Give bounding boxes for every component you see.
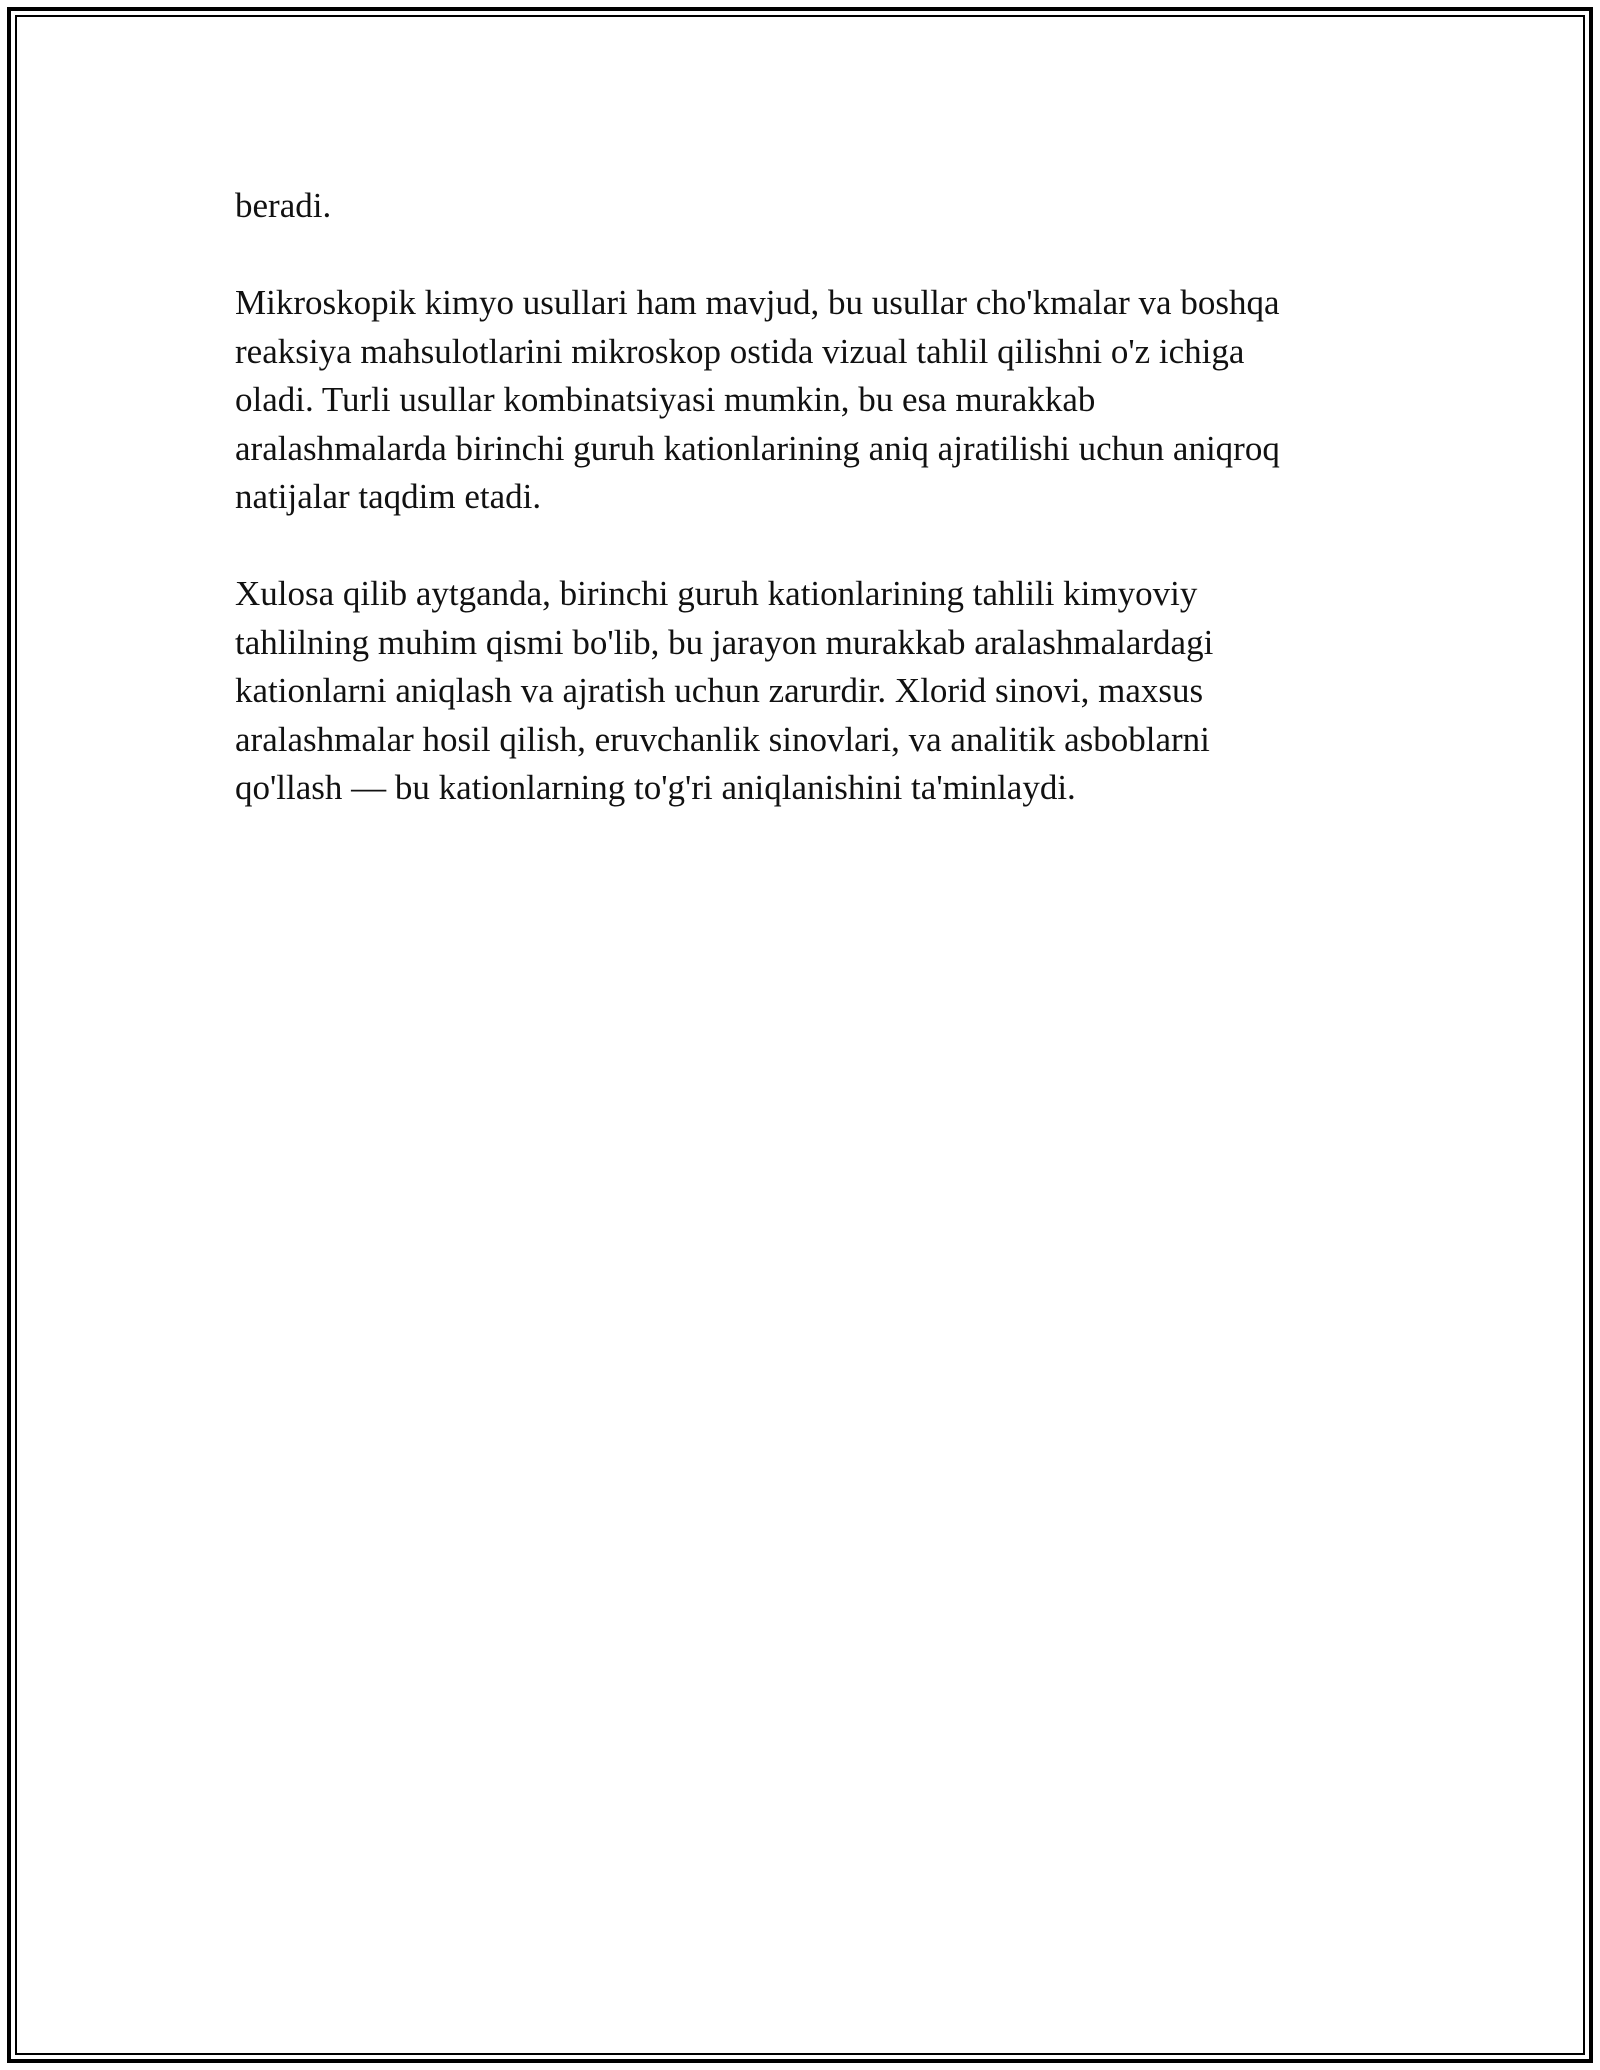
- text-line: natijalar taqdim etadi.: [235, 477, 542, 516]
- text-line: tahlilning muhim qismi bo'lib, bu jarayon murakkab aralashmalardagi: [235, 622, 1214, 662]
- text-line: oladi. Turli usullar kombinatsiyasi mumkin, bu esa murakkab: [235, 380, 1096, 419]
- text-line: aralashmalarda birinchi guruh kationlarining aniq ajratilishi uchun aniqroq: [235, 428, 1280, 468]
- paragraph-conclusion: [235, 570, 1355, 813]
- paragraph-continuation: [235, 182, 1355, 231]
- document-body: [235, 182, 1355, 861]
- text-line: Mikroskopik kimyo usullari ham mavjud, bu usullar cho'kmalar va boshqa: [235, 283, 1280, 322]
- text-line: reaksiya mahsulotlarini mikroskop ostida vizual tahlil qilishni o'z ichiga: [235, 331, 1245, 371]
- text-line: aralashmalar hosil qilish, eruvchanlik sinovlari, va analitik asboblarni: [235, 719, 1210, 759]
- text-line: qo'llash — bu kationlarning to'g'ri aniqlanishini ta'minlaydi.: [235, 768, 1076, 807]
- text-line: Xulosa qilib aytganda, birinchi guruh kationlarining tahlili kimyoviy: [235, 574, 1198, 613]
- text-line: beradi.: [235, 186, 332, 225]
- paragraph-microscopy: [235, 279, 1355, 522]
- text-line: kationlarni aniqlash va ajratish uchun zarurdir. Xlorid sinovi, maxsus: [235, 671, 1204, 710]
